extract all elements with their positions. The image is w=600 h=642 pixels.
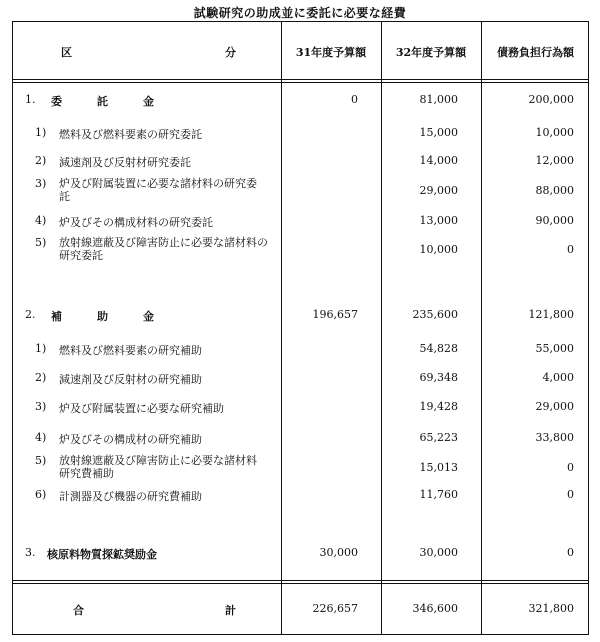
item-debt-value: 4,000 xyxy=(542,371,574,384)
item-debt-value: 88,000 xyxy=(535,184,574,197)
column-divider xyxy=(481,22,482,634)
section-label-char: 補 xyxy=(51,310,62,323)
item-debt-value: 29,000 xyxy=(535,400,574,413)
item-label: 減速剤及び反射材の研究補助 xyxy=(59,373,202,386)
item-debt-value: 33,800 xyxy=(535,431,574,444)
item-label: 燃料及び燃料要素の研究補助 xyxy=(59,344,202,357)
section-number: 2. xyxy=(25,308,36,321)
item-debt-value: 12,000 xyxy=(535,154,574,167)
item-number: 1) xyxy=(35,342,47,355)
item-fy32-value: 14,000 xyxy=(419,154,458,167)
section-fy31-value: 0 xyxy=(351,93,358,106)
header-debt-obligation: 債務負担行為額 xyxy=(497,46,574,59)
item-label: 炉及び附属装置に必要な研究補助 xyxy=(59,402,224,415)
item-number: 1) xyxy=(35,126,47,139)
item-fy32-value: 10,000 xyxy=(419,243,458,256)
item-number: 2) xyxy=(35,154,47,167)
item-fy32-value: 15,013 xyxy=(419,461,458,474)
item-fy32-value: 15,000 xyxy=(419,126,458,139)
item-number: 4) xyxy=(35,431,47,444)
item-number: 5) xyxy=(35,454,47,467)
section-fy32-value: 30,000 xyxy=(419,546,458,559)
header-rule xyxy=(13,79,588,80)
budget-table xyxy=(12,21,589,635)
column-divider xyxy=(281,22,282,634)
table-title: 試験研究の助成並に委託に必要な経費 xyxy=(193,6,407,20)
header-category-right: 分 xyxy=(225,46,236,59)
total-rule xyxy=(13,580,588,581)
item-label: 放射線遮蔽及び障害防止に必要な諸材料の研究委託 xyxy=(59,236,268,262)
item-label: 炉及びその構成材料の研究委託 xyxy=(59,216,213,229)
item-number: 3) xyxy=(35,400,47,413)
section-debt-value: 0 xyxy=(567,546,574,559)
item-number: 6) xyxy=(35,488,47,501)
section-debt-value: 200,000 xyxy=(528,93,574,106)
item-label: 減速剤及び反射材研究委託 xyxy=(59,156,191,169)
item-label: 燃料及び燃料要素の研究委託 xyxy=(59,128,202,141)
item-number: 5) xyxy=(35,236,47,249)
section-debt-value: 121,800 xyxy=(528,308,574,321)
section-number: 3. xyxy=(25,546,36,559)
item-label: 炉及び附属装置に必要な諸材料の研究委託 xyxy=(59,177,257,203)
item-debt-value: 55,000 xyxy=(535,342,574,355)
section-fy31-value: 196,657 xyxy=(312,308,358,321)
section-label-char: 委 xyxy=(51,95,62,108)
section-fy32-value: 235,600 xyxy=(412,308,458,321)
item-debt-value: 0 xyxy=(567,488,574,501)
total-rule xyxy=(13,583,588,584)
section-fy32-value: 81,000 xyxy=(419,93,458,106)
section-label-char: 託 xyxy=(97,95,108,108)
section-label-char: 助 xyxy=(97,310,108,323)
item-debt-value: 0 xyxy=(567,461,574,474)
item-label: 計測器及び機器の研究費補助 xyxy=(59,490,202,503)
item-fy32-value: 54,828 xyxy=(419,342,458,355)
total-debt-value: 321,800 xyxy=(528,602,574,615)
item-fy32-value: 13,000 xyxy=(419,214,458,227)
item-fy32-value: 11,760 xyxy=(419,488,458,501)
section-label-char: 金 xyxy=(143,95,154,108)
total-fy31-value: 226,657 xyxy=(312,602,358,615)
section-number: 1. xyxy=(25,93,36,106)
item-debt-value: 10,000 xyxy=(535,126,574,139)
item-debt-value: 0 xyxy=(567,243,574,256)
header-fy31-budget: 31年度予算額 xyxy=(295,46,367,59)
item-label: 炉及びその構成材の研究補助 xyxy=(59,433,202,446)
total-label-left: 合 xyxy=(73,604,84,617)
item-number: 3) xyxy=(35,177,47,190)
header-category-left: 区 xyxy=(61,46,72,59)
item-fy32-value: 69,348 xyxy=(419,371,458,384)
section-label-char: 金 xyxy=(143,310,154,323)
item-number: 4) xyxy=(35,214,47,227)
item-number: 2) xyxy=(35,371,47,384)
item-fy32-value: 29,000 xyxy=(419,184,458,197)
item-fy32-value: 65,223 xyxy=(419,431,458,444)
header-fy32-budget: 32年度予算額 xyxy=(395,46,467,59)
section-fy31-value: 30,000 xyxy=(319,546,358,559)
total-fy32-value: 346,600 xyxy=(412,602,458,615)
item-label: 放射線遮蔽及び障害防止に必要な諸材料研究費補助 xyxy=(59,454,257,480)
section-label: 核原料物質探鉱奨励金 xyxy=(47,548,157,561)
item-fy32-value: 19,428 xyxy=(419,400,458,413)
header-rule xyxy=(13,82,588,83)
item-debt-value: 90,000 xyxy=(535,214,574,227)
column-divider xyxy=(381,22,382,634)
total-label-right: 計 xyxy=(225,604,236,617)
